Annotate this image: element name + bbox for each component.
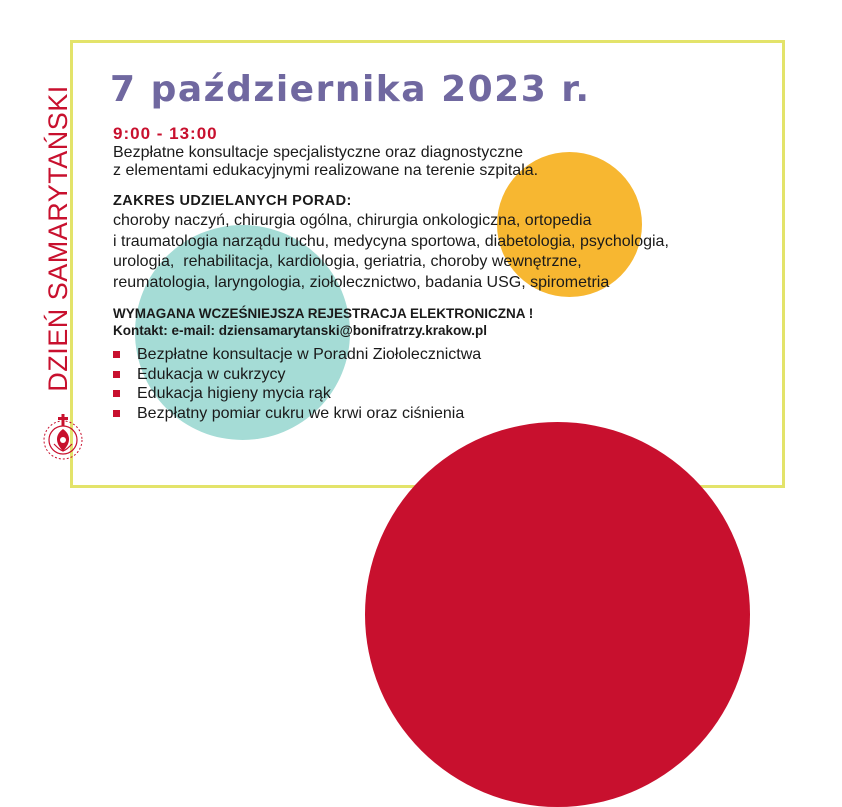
scope-line: choroby naczyń, chirurgia ogólna, chirurgia onkologiczna, ortopedia: [113, 212, 592, 229]
red-circle: [365, 422, 750, 807]
intro-line: z elementami edukacyjnymi realizowane na terenie szpitala.: [113, 162, 539, 179]
event-date: 7 października 2023 r.: [110, 69, 591, 110]
event-time: 9:00 - 13:00: [113, 124, 218, 143]
scope-line: urologia, rehabilitacja, kardiologia, geriatria, choroby wewnętrzne,: [113, 253, 582, 270]
scope-list: [113, 211, 790, 293]
scope-heading: ZAKRES UDZIELANYCH PORAD:: [113, 193, 352, 209]
intro-text: [113, 144, 790, 180]
registration-notice: WYMAGANA WCZEŚNIEJSZA REJESTRACJA ELEKTRONICZNA !: [113, 306, 534, 321]
side-title: DZIEŃ SAMARYTAŃSKI: [42, 84, 73, 392]
scope-line: reumatologia, laryngologia, ziołolecznictwo, badania USG, spirometria: [113, 273, 610, 291]
list-item: Bezpłatny pomiar cukru we krwi oraz ciśnienia: [110, 404, 790, 424]
offer-list: [110, 345, 790, 423]
contact-email: Kontakt: e-mail: dziensamarytanski@bonifratrzy.krakow.pl: [113, 323, 488, 338]
hospital-emblem-icon: [40, 410, 86, 462]
side-title-container: [34, 68, 82, 408]
main-content: [110, 70, 790, 423]
list-item: Edukacja w cukrzycy: [110, 365, 790, 385]
list-item: Edukacja higieny mycia rąk: [110, 384, 790, 404]
list-item: Bezpłatne konsultacje w Poradni Ziołolecznictwa: [110, 345, 790, 365]
intro-line: Bezpłatne konsultacje specjalistyczne oraz diagnostyczne: [113, 144, 524, 161]
scope-line: i traumatologia narządu ruchu, medycyna sportowa, diabetologia, psychologia,: [113, 232, 669, 250]
